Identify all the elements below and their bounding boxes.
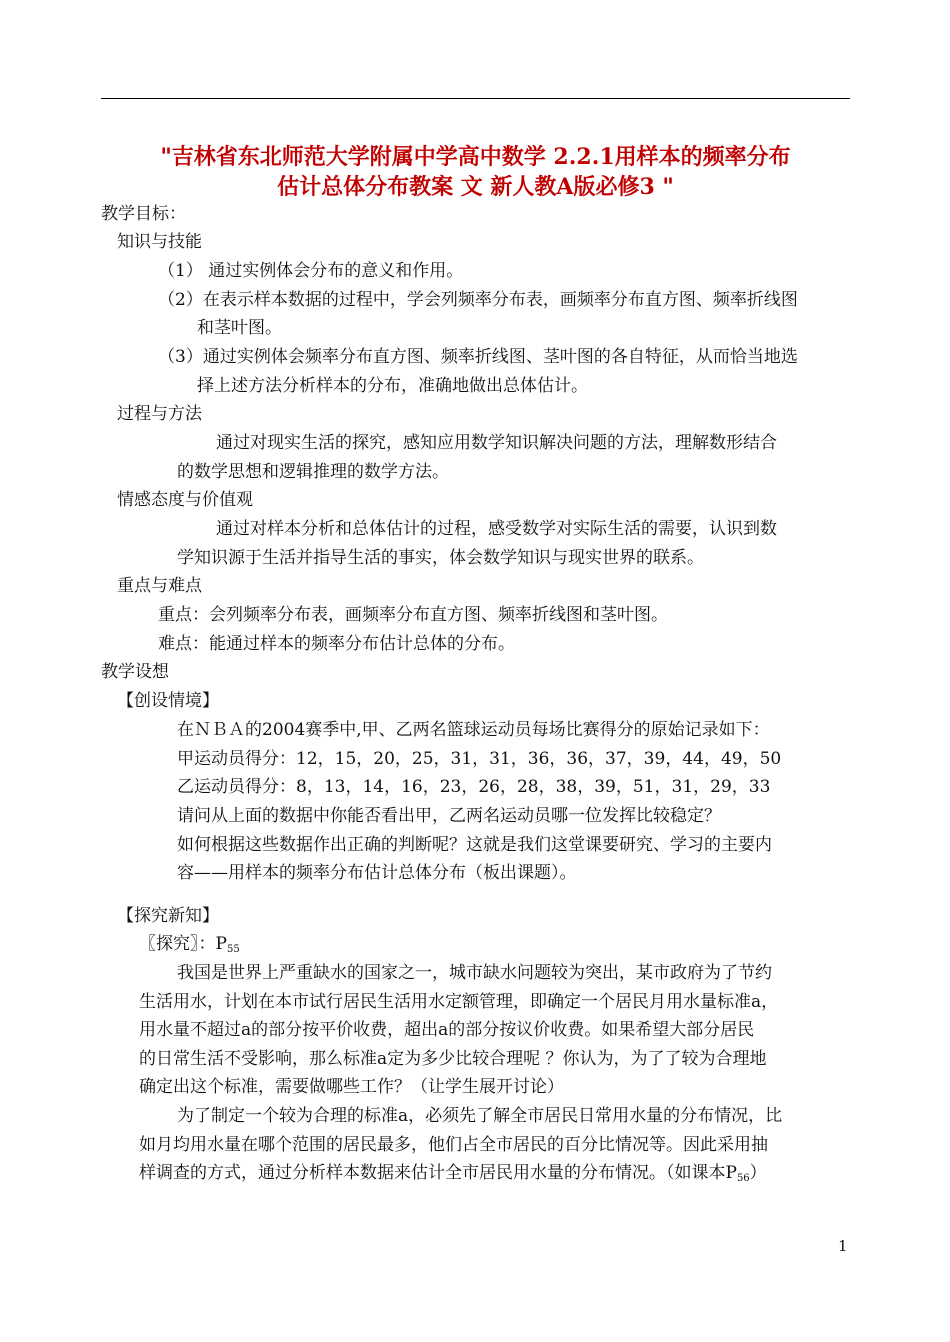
difficult-point-text: 难点：能通过样本的频率分布估计总体的分布。 <box>158 634 515 654</box>
scenario-heading: 【创设情境】 <box>117 691 219 711</box>
knowledge-item-2: （2）在表示样本数据的过程中，学会列频率分布表，画频率分布直方图、频率折线图 <box>158 290 798 310</box>
explore-label: 〖探究〗：$P_{55}$ <box>139 934 240 955</box>
explore-paragraph-1: 我国是世界上严重缺水的国家之一，城市缺水问题较为突出，某市政府为了节约 <box>177 963 772 983</box>
player-b-scores: 乙运动员得分：8，13，14，16，23，26，28，38，39，51，31，29，33 <box>177 777 771 797</box>
explore-paragraph-2-line-2: 如月均用水量在哪个范围的居民最多，他们占全市居民的百分比情况等。因此采用抽 <box>139 1135 768 1155</box>
knowledge-item-2-cont: 和茎叶图。 <box>197 318 282 338</box>
document-title-line-2: 估计总体分布教案 文 新人教A版必修3 " <box>277 174 674 200</box>
explore-heading: 【探究新知】 <box>117 906 219 926</box>
objectives-heading: 教学目标： <box>101 204 186 224</box>
explore-paragraph-1-line-3: 用水量不超过a的部分按平价收费，超出a的部分按议价收费。如果希望大部分居民 <box>139 1020 755 1040</box>
emotion-heading: 情感态度与价值观 <box>117 490 253 510</box>
emotion-text-cont: 学知识源于生活并指导生活的事实，体会数学知识与现实世界的联系。 <box>177 548 704 568</box>
emotion-text: 通过对样本分析和总体估计的过程，感受数学对实际生活的需要，认识到数 <box>216 519 777 539</box>
process-text: 通过对现实生活的探究，感知应用数学知识解决问题的方法，理解数形结合 <box>216 433 777 453</box>
scenario-how-cont: 容——用样本的频率分布估计总体分布（板出课题）。 <box>177 863 577 883</box>
scenario-question: 请问从上面的数据中你能否看出甲，乙两名运动员哪一位发挥比较稳定？ <box>177 806 721 826</box>
page-number: 1 <box>838 1237 848 1255</box>
process-text-cont: 的数学思想和逻辑推理的数学方法。 <box>177 462 449 482</box>
knowledge-item-3-cont: 择上述方法分析样本的分布，准确地做出总体估计。 <box>197 376 588 396</box>
knowledge-item-1: （1） 通过实例体会分布的意义和作用。 <box>158 261 464 281</box>
key-point-text: 重点：会列频率分布表，画频率分布直方图、频率折线图和茎叶图。 <box>158 605 668 625</box>
design-heading: 教学设想 <box>101 662 169 682</box>
knowledge-item-3: （3）通过实例体会频率分布直方图、频率折线图、茎叶图的各自特征，从而恰当地选 <box>158 347 798 367</box>
scenario-intro: 在ＮＢＡ的2004赛季中,甲、乙两名篮球运动员每场比赛得分的原始记录如下： <box>177 720 770 740</box>
explore-paragraph-1-line-2: 生活用水，计划在本市试行居民生活用水定额管理，即确定一个居民月用水量标准a， <box>139 992 779 1012</box>
knowledge-heading: 知识与技能 <box>117 232 202 252</box>
explore-paragraph-2: 为了制定一个较为合理的标准a，必须先了解全市居民日常用水量的分布情况，比 <box>177 1106 783 1126</box>
key-points-heading: 重点与难点 <box>117 576 202 596</box>
header-rule <box>101 98 850 99</box>
explore-paragraph-1-line-5: 确定出这个标准，需要做哪些工作？（让学生展开讨论） <box>139 1077 564 1097</box>
document-title-line-1: "吉林省东北师范大学附属中学高中数学 2.2.1用样本的频率分布 <box>160 144 791 170</box>
scenario-how: 如何根据这些数据作出正确的判断呢？这就是我们这堂课要研究、学习的主要内 <box>177 835 772 855</box>
process-heading: 过程与方法 <box>117 404 202 424</box>
player-a-scores: 甲运动员得分：12，15，20，25，31，31，36，36，37，39，44，49，50 <box>177 749 782 769</box>
explore-paragraph-1-line-4: 的日常生活不受影响，那么标准a定为多少比较合理呢 ？你认为，为了了较为合理地 <box>139 1049 767 1069</box>
explore-paragraph-2-line-3: 样调查的方式，通过分析样本数据来估计全市居民用水量的分布情况。（如课本$P_{56}$） <box>139 1163 767 1184</box>
